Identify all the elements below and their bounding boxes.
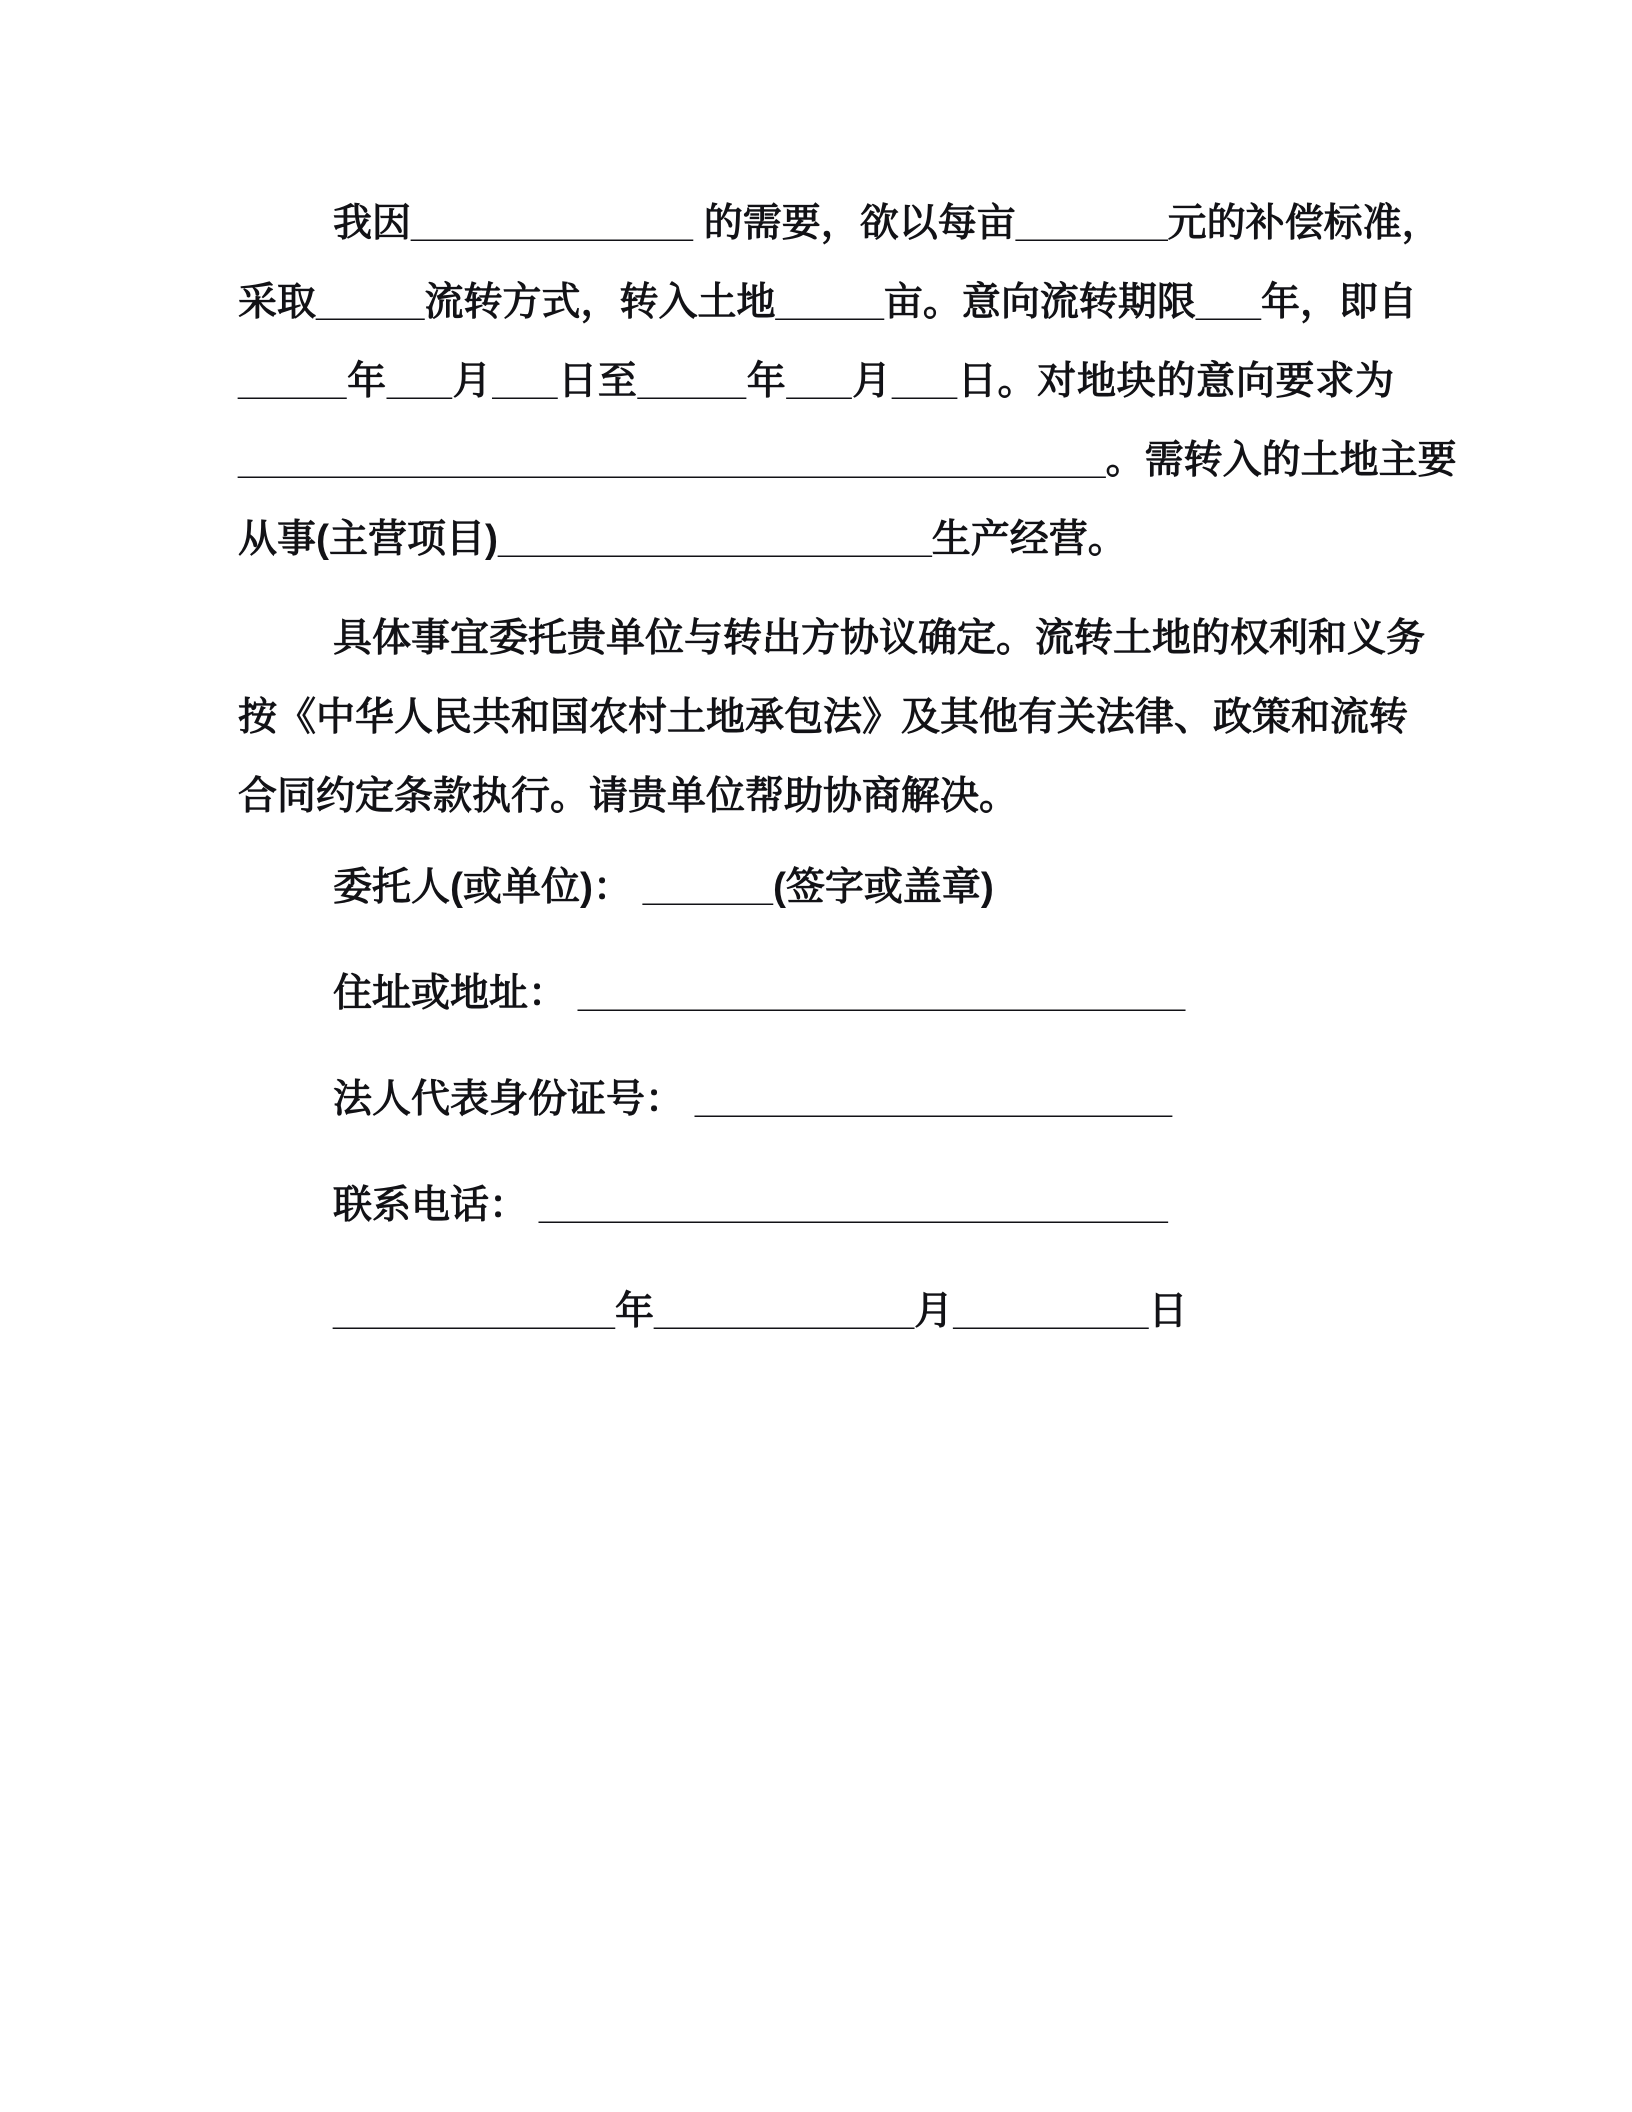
- signature-address-line: 住址或地址： ____________________________: [333, 972, 1186, 1015]
- terms-paragraph-line-1: 具体事宜委托贵单位与转出方协议确定。流转土地的权利和义务: [333, 617, 1426, 660]
- request-paragraph-line-2: 采取_____流转方式，转入土地_____亩。意向流转期限___年，即自: [238, 281, 1417, 324]
- signature-id-number-line: 法人代表身份证号： ______________________: [333, 1078, 1173, 1121]
- signature-client-line: 委托人(或单位)： ______(签字或盖章): [333, 866, 994, 909]
- request-paragraph-line-5: 从事(主营项目)____________________生产经营。: [238, 518, 1127, 561]
- signature-date-line: _____________年____________月_________日: [333, 1290, 1188, 1333]
- signature-phone-line: 联系电话： _____________________________: [333, 1184, 1168, 1227]
- request-paragraph-line-3: _____年___月___日至_____年___月___日。对地块的意向要求为: [238, 360, 1394, 403]
- request-paragraph-line-1: 我因_____________ 的需要，欲以每亩_______元的补偿标准，: [333, 202, 1441, 245]
- terms-paragraph-line-2: 按《中华人民共和国农村土地承包法》及其他有关法律、政策和流转: [238, 696, 1409, 739]
- terms-paragraph-line-3: 合同约定条款执行。请贵单位帮助协商解决。: [238, 775, 1019, 818]
- request-paragraph-line-4: ________________________________________。需转入的土地主要: [238, 439, 1457, 482]
